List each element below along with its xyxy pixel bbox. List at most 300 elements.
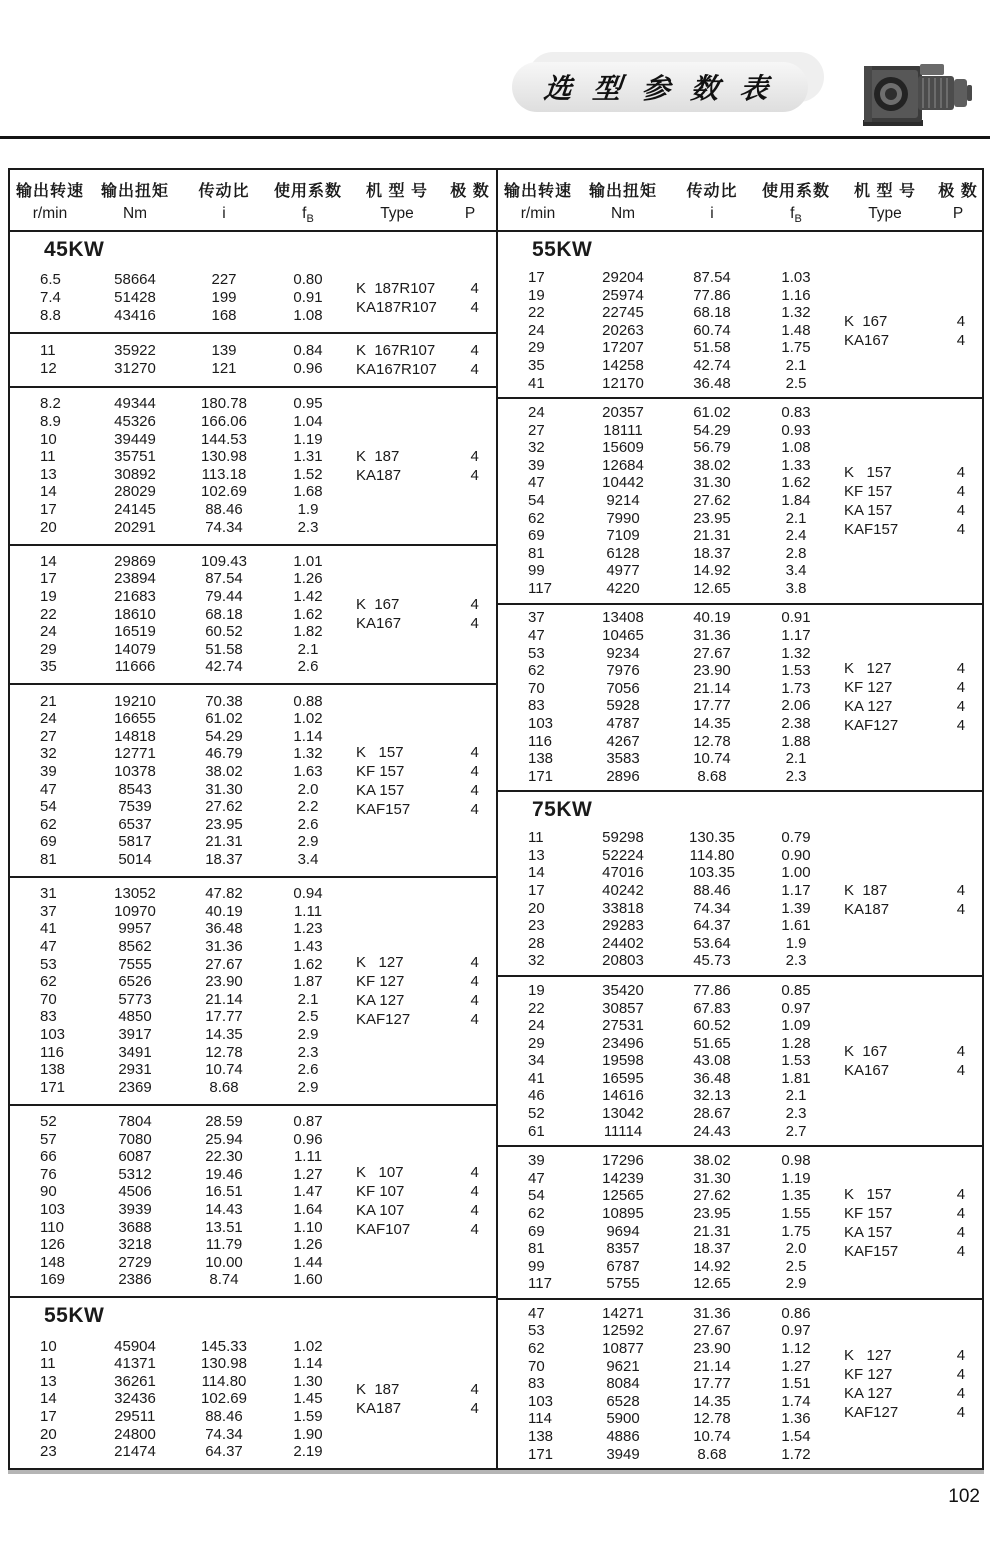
cell-torque: 7539 — [118, 798, 152, 816]
cell-torque: 24800 — [114, 1425, 156, 1443]
table-row — [10, 1254, 348, 1272]
table-row — [498, 900, 836, 918]
table-row — [10, 519, 348, 537]
cell-speed: 41 — [40, 920, 57, 938]
cell-torque: 13052 — [114, 885, 156, 903]
poles-value: 4 — [956, 698, 966, 716]
cell-ratio: 10.00 — [205, 1253, 243, 1271]
cell-ratio: 64.37 — [693, 917, 731, 935]
table-row — [10, 693, 348, 711]
cell-ratio: 53.64 — [693, 934, 731, 952]
type-row — [348, 762, 496, 781]
data-rows — [498, 829, 836, 970]
cell-speed: 62 — [40, 973, 57, 991]
cell-speed: 17 — [40, 1407, 57, 1425]
cell-ratio: 27.62 — [693, 1187, 731, 1205]
cell-torque: 17296 — [602, 1152, 644, 1170]
model-type: KA167R107 — [356, 360, 437, 378]
type-list — [348, 1380, 496, 1418]
cell-speed: 19 — [40, 588, 57, 606]
table-row — [498, 1275, 836, 1293]
cell-ratio: 17.77 — [205, 1008, 243, 1026]
cell-speed: 76 — [40, 1165, 57, 1183]
cell-ratio: 8.74 — [209, 1271, 239, 1289]
selection-parameter-table — [8, 168, 984, 1470]
cell-speed: 103 — [40, 1025, 66, 1043]
cell-speed: 29 — [40, 640, 57, 658]
model-type: KA 157 — [356, 781, 405, 799]
cell-torque: 9694 — [606, 1222, 640, 1240]
table-row — [498, 439, 836, 457]
power-section-label: 55KW — [532, 238, 593, 262]
cell-service-factor: 2.6 — [297, 815, 319, 833]
cell-ratio: 21.14 — [693, 1357, 731, 1375]
table-row — [498, 1000, 836, 1018]
cell-torque: 29511 — [114, 1407, 156, 1425]
cell-ratio: 27.67 — [693, 1322, 731, 1340]
cell-ratio: 199 — [211, 289, 237, 306]
type-row — [836, 1042, 982, 1061]
table-row — [498, 1322, 836, 1340]
table-row — [498, 662, 836, 680]
model-type: K 187 — [844, 881, 888, 899]
poles-value: 4 — [956, 482, 966, 500]
cell-service-factor: 1.11 — [293, 1148, 323, 1166]
cell-ratio: 16.51 — [205, 1183, 243, 1201]
type-row — [836, 482, 982, 501]
type-row — [836, 1242, 982, 1261]
cell-ratio: 18.37 — [693, 544, 731, 562]
cell-speed: 99 — [528, 1257, 545, 1275]
cell-service-factor: 1.08 — [293, 306, 323, 324]
cell-speed: 23 — [40, 1443, 57, 1461]
table-row — [498, 562, 836, 580]
poles-value: 4 — [470, 466, 479, 484]
cell-torque: 11666 — [114, 658, 156, 676]
cell-ratio: 47.82 — [205, 885, 243, 903]
cell-service-factor: 1.75 — [781, 339, 811, 357]
cell-speed: 148 — [40, 1253, 66, 1271]
type-row — [348, 1399, 496, 1418]
type-row — [348, 1380, 496, 1399]
cell-speed: 22 — [528, 304, 545, 322]
poles-value: 4 — [956, 520, 966, 538]
cell-torque: 31270 — [114, 359, 156, 377]
cell-torque: 41371 — [114, 1355, 156, 1373]
cell-ratio: 68.18 — [693, 304, 731, 322]
table-row — [10, 431, 348, 449]
cell-ratio: 8.68 — [697, 767, 727, 785]
data-rows — [10, 553, 348, 676]
header-type-unit: Type — [868, 205, 902, 222]
cell-ratio: 36.48 — [205, 920, 243, 938]
cell-speed: 24 — [528, 404, 545, 422]
cell-torque: 35751 — [114, 448, 156, 466]
cell-speed: 171 — [528, 1445, 554, 1463]
type-row — [348, 614, 496, 633]
cell-torque: 3491 — [118, 1043, 152, 1061]
cell-ratio: 42.74 — [693, 357, 731, 374]
type-row — [836, 1365, 982, 1384]
cell-torque: 21474 — [114, 1443, 156, 1461]
model-type: KF 157 — [844, 1204, 893, 1222]
cell-service-factor: 2.6 — [297, 1061, 319, 1079]
data-block — [498, 1300, 982, 1468]
cell-service-factor: 2.5 — [785, 374, 807, 392]
type-row — [348, 447, 496, 466]
table-row — [498, 375, 836, 393]
cell-service-factor: 1.32 — [293, 745, 323, 763]
cell-ratio: 18.37 — [693, 1240, 731, 1258]
cell-speed: 103 — [528, 1392, 554, 1410]
cell-speed: 24 — [40, 710, 57, 728]
cell-speed: 62 — [40, 815, 57, 833]
type-row — [836, 697, 982, 716]
cell-service-factor: 1.04 — [293, 413, 323, 431]
cell-torque: 7804 — [118, 1113, 152, 1130]
data-block — [10, 388, 496, 545]
cell-service-factor: 1.90 — [293, 1425, 323, 1443]
type-row — [836, 1185, 982, 1204]
cell-service-factor: 1.10 — [293, 1218, 323, 1236]
cell-speed: 13 — [40, 465, 57, 483]
cell-ratio: 45.73 — [693, 952, 731, 970]
cell-service-factor: 2.2 — [297, 798, 319, 816]
cell-ratio: 114.80 — [201, 1372, 247, 1390]
cell-ratio: 102.69 — [201, 1390, 247, 1408]
cell-service-factor: 1.64 — [293, 1200, 323, 1218]
cell-torque: 13042 — [602, 1105, 644, 1123]
poles-value: 4 — [956, 1242, 966, 1260]
table-row — [498, 917, 836, 935]
cell-speed: 69 — [528, 527, 545, 545]
cell-service-factor: 1.42 — [293, 588, 323, 606]
header-poles-unit: P — [952, 205, 964, 222]
cell-torque: 58664 — [114, 271, 156, 289]
type-row — [836, 520, 982, 539]
cell-service-factor: 1.33 — [781, 456, 811, 474]
cell-service-factor: 0.97 — [781, 999, 811, 1017]
model-type: K 167 — [356, 596, 400, 614]
cell-speed: 70 — [40, 990, 57, 1008]
cell-torque: 4886 — [606, 1427, 640, 1445]
table-row — [10, 833, 348, 851]
cell-torque: 49344 — [114, 395, 156, 413]
cell-service-factor: 2.1 — [785, 1087, 807, 1105]
cell-speed: 70 — [528, 1357, 545, 1375]
cell-service-factor: 1.17 — [781, 882, 811, 900]
table-row — [10, 1338, 348, 1356]
table-row — [10, 851, 348, 869]
table-row — [10, 798, 348, 816]
cell-ratio: 27.67 — [693, 644, 731, 662]
cell-speed: 66 — [40, 1148, 57, 1166]
cell-service-factor: 0.85 — [781, 981, 811, 999]
cell-torque: 12592 — [602, 1322, 644, 1340]
cell-torque: 25974 — [602, 286, 644, 304]
cell-service-factor: 2.1 — [297, 640, 319, 658]
cell-service-factor: 1.51 — [781, 1375, 811, 1393]
cell-torque: 4977 — [606, 562, 640, 580]
cell-torque: 15609 — [602, 439, 644, 457]
type-row — [348, 972, 496, 991]
cell-speed: 53 — [528, 644, 545, 662]
poles-value: 4 — [956, 1403, 966, 1421]
cell-torque: 12170 — [602, 374, 644, 392]
poles-value: 4 — [956, 501, 966, 519]
cell-speed: 21 — [40, 692, 57, 710]
cell-service-factor: 1.53 — [781, 1052, 811, 1070]
model-type: KAF127 — [356, 1010, 411, 1028]
cell-service-factor: 2.9 — [785, 1275, 807, 1293]
cell-ratio: 38.02 — [693, 1152, 731, 1170]
cell-torque: 22745 — [602, 304, 644, 322]
table-row — [498, 1017, 836, 1035]
poles-value: 4 — [470, 991, 479, 1009]
type-list — [348, 447, 496, 485]
cell-ratio: 27.67 — [205, 955, 243, 973]
model-type: KA167 — [844, 1062, 890, 1080]
cell-service-factor: 1.09 — [781, 1017, 811, 1035]
cell-speed: 24 — [528, 321, 545, 339]
cell-torque: 10895 — [602, 1204, 644, 1222]
cell-speed: 54 — [528, 1187, 545, 1205]
table-row — [10, 588, 348, 606]
cell-torque: 7109 — [606, 527, 640, 545]
cell-ratio: 88.46 — [693, 882, 731, 900]
cell-torque: 6528 — [606, 1392, 640, 1410]
cell-service-factor: 1.12 — [781, 1339, 811, 1357]
table-row — [10, 903, 348, 921]
cell-speed: 29 — [528, 339, 545, 357]
cell-service-factor: 0.95 — [293, 395, 323, 413]
cell-speed: 47 — [40, 938, 57, 956]
cell-ratio: 40.19 — [205, 902, 243, 920]
cell-speed: 47 — [528, 1304, 545, 1322]
cell-speed: 35 — [528, 357, 545, 374]
model-type: K 187 — [356, 1381, 400, 1399]
cell-ratio: 8.68 — [209, 1078, 239, 1096]
cell-ratio: 130.98 — [201, 1355, 247, 1373]
data-rows — [498, 609, 836, 785]
poles-value: 4 — [470, 781, 479, 799]
cell-service-factor: 1.23 — [293, 920, 323, 938]
cell-ratio: 144.53 — [201, 430, 247, 448]
table-row — [10, 816, 348, 834]
cell-torque: 12565 — [602, 1187, 644, 1205]
cell-ratio: 74.34 — [693, 899, 731, 917]
table-row — [498, 269, 836, 287]
cell-torque: 5755 — [606, 1275, 640, 1293]
model-type: K 167R107 — [356, 341, 436, 359]
cell-service-factor: 2.5 — [785, 1257, 807, 1275]
table-row — [10, 483, 348, 501]
table-column-left — [10, 170, 496, 1468]
cell-torque: 47016 — [602, 864, 644, 882]
cell-torque: 7080 — [118, 1130, 152, 1148]
table-row — [498, 1152, 836, 1170]
cell-speed: 11 — [40, 448, 56, 466]
type-row — [836, 1346, 982, 1365]
cell-ratio: 77.86 — [693, 286, 731, 304]
table-row — [10, 501, 348, 519]
cell-ratio: 11.79 — [205, 1236, 243, 1254]
cell-torque: 20291 — [114, 518, 156, 536]
cell-ratio: 36.48 — [693, 1069, 731, 1087]
cell-service-factor: 1.36 — [781, 1410, 811, 1428]
cell-speed: 90 — [40, 1183, 57, 1201]
banner-pill — [512, 62, 808, 112]
model-type: KAF157 — [844, 1242, 899, 1260]
cell-service-factor: 0.94 — [293, 885, 323, 903]
table-row — [498, 680, 836, 698]
table-row — [498, 935, 836, 953]
table-row — [498, 1070, 836, 1088]
type-list — [348, 279, 496, 317]
cell-ratio: 31.30 — [205, 780, 243, 798]
cell-speed: 83 — [40, 1008, 57, 1026]
cell-torque: 5773 — [118, 990, 152, 1008]
cell-service-factor: 1.81 — [781, 1069, 811, 1087]
cell-speed: 52 — [40, 1113, 57, 1130]
table-row — [498, 1393, 836, 1411]
cell-torque: 12771 — [114, 745, 156, 763]
data-rows — [498, 404, 836, 598]
poles-value: 4 — [956, 881, 966, 899]
cell-torque: 17207 — [602, 339, 644, 357]
table-row — [498, 1340, 836, 1358]
cell-service-factor: 1.39 — [781, 899, 811, 917]
cell-ratio: 114.80 — [689, 846, 735, 864]
cell-speed: 126 — [40, 1236, 66, 1254]
table-row — [498, 645, 836, 663]
poles-value: 4 — [956, 717, 966, 735]
poles-value: 4 — [470, 800, 479, 818]
table-row — [498, 287, 836, 305]
cell-ratio: 23.95 — [205, 815, 243, 833]
table-row — [10, 1443, 348, 1461]
cell-service-factor: 2.38 — [781, 715, 811, 733]
table-row — [498, 733, 836, 751]
cell-ratio: 38.02 — [205, 763, 243, 781]
cell-torque: 8543 — [118, 780, 152, 798]
cell-speed: 35 — [40, 658, 57, 676]
type-row — [836, 1204, 982, 1223]
cell-speed: 8.8 — [40, 306, 61, 324]
cell-torque: 5900 — [606, 1410, 640, 1428]
cell-service-factor: 1.73 — [781, 679, 811, 697]
type-row — [836, 1403, 982, 1422]
poles-value: 4 — [470, 298, 479, 316]
power-section-label: 55KW — [44, 1304, 105, 1328]
cell-service-factor: 3.4 — [297, 851, 319, 868]
cell-service-factor: 1.72 — [781, 1445, 811, 1463]
model-type: KA 127 — [844, 1384, 893, 1402]
cell-ratio: 61.02 — [693, 404, 731, 422]
model-type: K 167 — [844, 1043, 888, 1061]
poles-value: 4 — [470, 615, 479, 633]
cell-service-factor: 1.32 — [781, 644, 811, 662]
table-row — [498, 580, 836, 598]
cell-torque: 8084 — [606, 1375, 640, 1393]
type-list — [836, 1185, 982, 1261]
data-block — [498, 605, 982, 793]
model-type: K 157 — [844, 1185, 892, 1203]
cell-ratio: 70.38 — [205, 692, 243, 710]
data-block — [10, 1106, 496, 1299]
table-row — [498, 1223, 836, 1241]
table-row — [10, 466, 348, 484]
cell-ratio: 14.92 — [693, 1257, 731, 1275]
type-list — [836, 659, 982, 735]
table-row — [10, 360, 348, 378]
table-row — [10, 1166, 348, 1184]
cell-service-factor: 1.68 — [293, 483, 323, 501]
power-section-label: 75KW — [532, 798, 593, 822]
table-row — [498, 527, 836, 545]
cell-speed: 32 — [528, 439, 545, 457]
cell-ratio: 23.90 — [693, 662, 731, 680]
poles-value: 4 — [470, 743, 479, 761]
cell-speed: 23 — [528, 917, 545, 935]
table-row — [10, 307, 348, 325]
cell-service-factor: 1.59 — [293, 1407, 323, 1425]
cell-ratio: 25.94 — [205, 1130, 243, 1148]
table-row — [10, 745, 348, 763]
cell-ratio: 102.69 — [201, 483, 247, 501]
cell-service-factor: 3.4 — [785, 562, 807, 580]
cell-torque: 16519 — [114, 623, 156, 641]
cell-torque: 16595 — [602, 1069, 644, 1087]
cell-speed: 138 — [40, 1061, 66, 1079]
cell-torque: 30892 — [114, 465, 156, 483]
header-type-cn: 机 型 号 — [854, 183, 916, 200]
cell-speed: 29 — [528, 1034, 545, 1052]
table-header-left — [10, 170, 496, 232]
cell-ratio: 60.52 — [205, 623, 243, 641]
cell-service-factor: 1.02 — [293, 1337, 323, 1355]
header-speed-unit: r/min — [32, 205, 68, 222]
cell-service-factor: 2.3 — [785, 1105, 807, 1123]
cell-ratio: 19.46 — [205, 1165, 243, 1183]
cell-torque: 14239 — [602, 1169, 644, 1187]
cell-service-factor: 1.17 — [781, 627, 811, 645]
table-row — [10, 1236, 348, 1254]
cell-speed: 19 — [528, 981, 545, 999]
cell-speed: 114 — [528, 1410, 552, 1428]
cell-service-factor: 2.19 — [293, 1443, 323, 1461]
poles-value: 4 — [470, 1163, 479, 1181]
cell-speed: 22 — [40, 605, 57, 623]
cell-speed: 39 — [528, 456, 545, 474]
table-row — [498, 1305, 836, 1323]
cell-service-factor: 1.55 — [781, 1204, 811, 1222]
cell-service-factor: 2.9 — [297, 833, 319, 851]
header-type-cn: 机 型 号 — [366, 183, 428, 200]
header-poles-cn: 极 数 — [450, 183, 490, 200]
cell-ratio: 38.02 — [693, 456, 731, 474]
cell-speed: 169 — [40, 1271, 66, 1289]
cell-service-factor: 1.44 — [293, 1253, 323, 1271]
cell-ratio: 64.37 — [205, 1443, 243, 1461]
type-list — [348, 1163, 496, 1239]
cell-torque: 40242 — [602, 882, 644, 900]
cell-service-factor: 1.26 — [293, 1236, 323, 1254]
cell-ratio: 46.79 — [205, 745, 243, 763]
cell-ratio: 103.35 — [689, 864, 735, 882]
cell-torque: 7056 — [606, 679, 640, 697]
table-row — [10, 658, 348, 676]
